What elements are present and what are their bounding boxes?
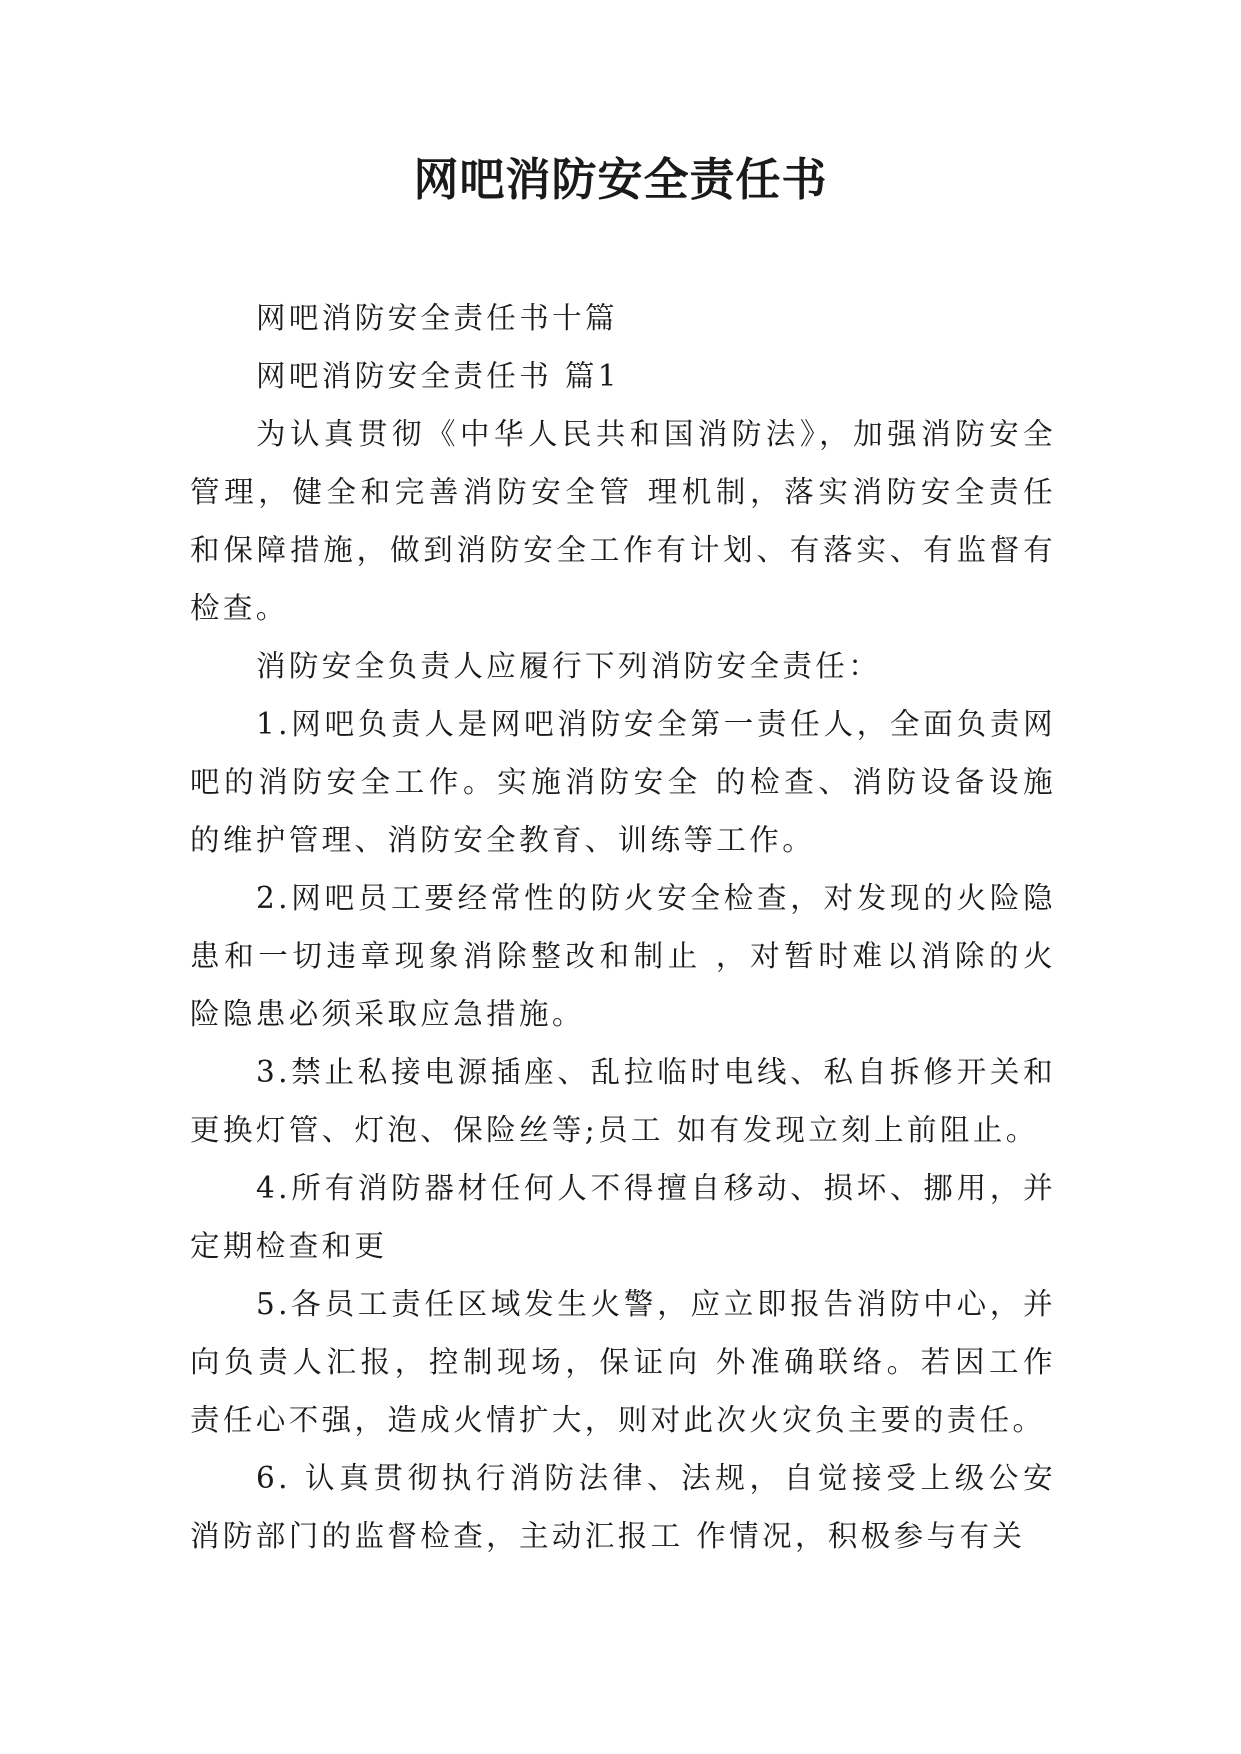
clause-6: 6. 认真贯彻执行消防法律、法规，自觉接受上级公安消防部门的监督检查，主动汇报工 作情况，积极参与有关: [190, 1461, 1056, 1553]
clause-4: 4.所有消防器材任何人不得擅自移动、损坏、挪用，并定期检查和更: [190, 1171, 1056, 1263]
intro-paragraph: 为认真贯彻《中华人民共和国消防法》，加强消防安全管理，健全和完善消防安全管 理机制，落实消防安全责任和保障措施，做到消防安全工作有计划、有落实、有监督有检查。: [190, 417, 1056, 625]
responsibility-lead-in: 消防安全负责人应履行下列消防安全责任：: [256, 649, 882, 683]
section-heading: 网吧消防安全责任书 篇1: [256, 359, 620, 393]
clause-3: 3.禁止私接电源插座、乱拉临时电线、私自拆修开关和更换灯管、灯泡、保险丝等;员工 如有发现立刻上前阻止。: [190, 1055, 1056, 1147]
document-body: [190, 289, 1056, 1565]
clause-2: 2.网吧员工要经常性的防火安全检查，对发现的火险隐患和一切违章现象消除整改和制止 ，对暂时难以消除的火险隐患必须采取应急措施。: [190, 881, 1056, 1031]
document-title: 网吧消防安全责任书: [413, 153, 828, 206]
clause-5: 5.各员工责任区域发生火警，应立即报告消防中心，并向负责人汇报，控制现场，保证向 外准确联络。若因工作责任心不强，造成火情扩大，则对此次火灾负主要的责任。: [190, 1287, 1056, 1437]
clause-1: 1.网吧负责人是网吧消防安全第一责任人，全面负责网吧的消防安全工作。实施消防安全 的检查、消防设备设施的维护管理、消防安全教育、训练等工作。: [190, 707, 1056, 857]
document-subtitle: 网吧消防安全责任书十篇: [256, 301, 618, 335]
